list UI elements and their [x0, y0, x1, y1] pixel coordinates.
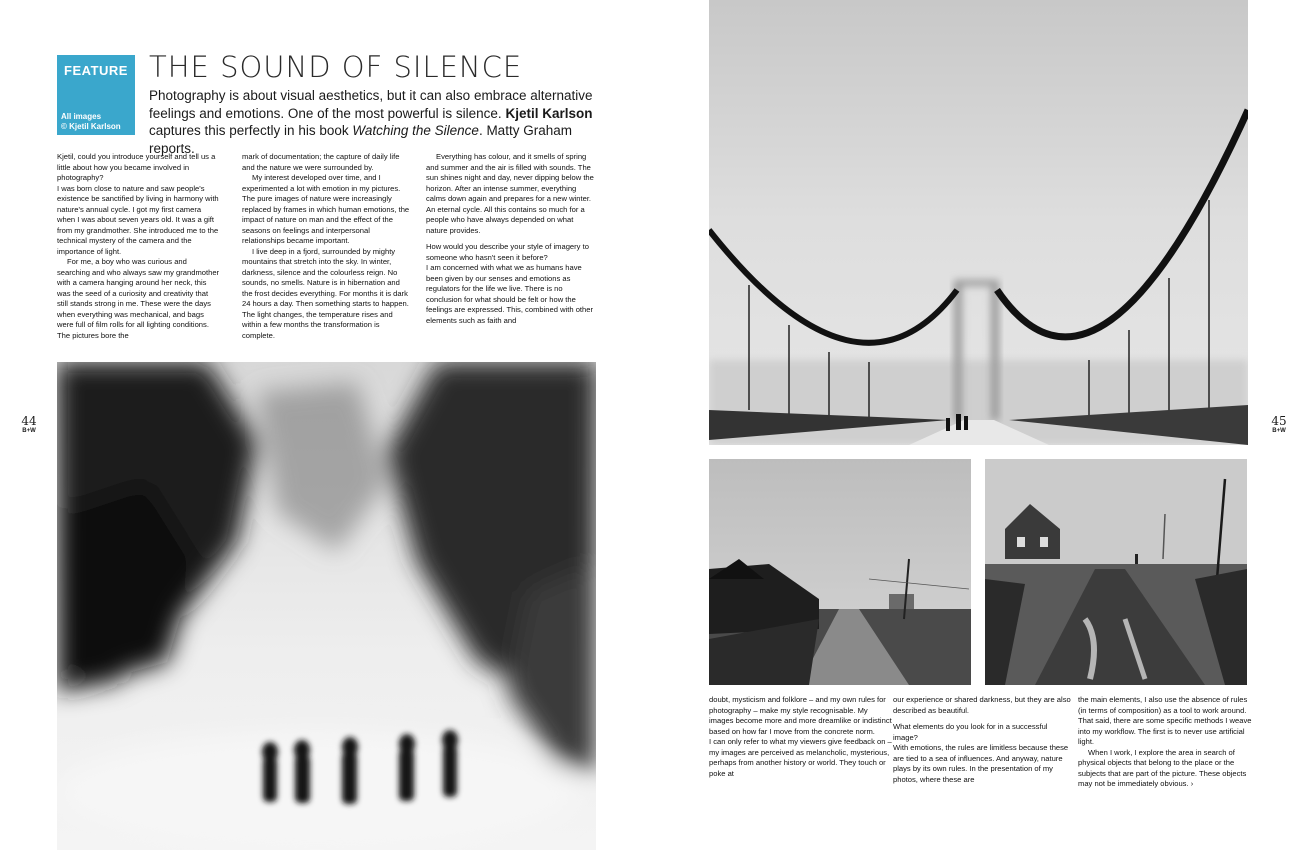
- image-credit: All images © Kjetil Karlson: [61, 112, 121, 131]
- interview-answer: I was born close to nature and saw people's existence be sanctified by living in harmony with nature's annual cycle. I got my first camera when I was about seven years old. It was a gift from my grandmother. She introduced me to the technical mystery of the camera and the importance of light.: [57, 183, 219, 256]
- paragraph: My interest developed over time, and I experimented a lot with emotion in my pictures. The pure images of nature were increasingly replaced by frames in which human emotions, the impact of nature on man and the effect of the seasons on feelings and interpersonal relationships became important.: [242, 173, 410, 245]
- interview-question: What elements do you look for in a successful image?: [893, 722, 1048, 742]
- photo-abandoned-house: [985, 459, 1247, 685]
- text-column-1: [57, 152, 220, 341]
- feature-label: FEATURE: [64, 63, 128, 78]
- paragraph: When I work, I explore the area in search of physical objects that belong to the place or the subjects that are part of the picture. These objects may not be immediately obvious. ›: [1078, 747, 1247, 788]
- interview-answer: I am concerned with what we as humans have been given by our senses and emotions as regulators for the life we live. There is no conclusion for what should be felt or how the feelings are expressed. This, combined with other elements such as faith and: [426, 263, 594, 325]
- text-column-6: [1078, 695, 1253, 790]
- paragraph: For me, a boy who was curious and searching and who always saw my grandmother with a camera hanging around her neck, this was the seed of a curiosity and creativity that still stands strong in me. These were the days when everything was mechanical, and bags were full of film rolls for all lighting conditions. The pictures bore the: [57, 257, 220, 340]
- photo-suspension-bridge: [709, 0, 1248, 445]
- page-number: 45 B+W: [1271, 414, 1287, 434]
- text-column-2: [242, 152, 410, 341]
- photo-figures-in-mist: [57, 362, 596, 850]
- article-title: THE SOUND OF SILENCE: [149, 50, 523, 84]
- paragraph: the main elements, I also use the absence of rules (in terms of composition) as a tool to work around. That said, there are some specific methods I weave into my workflow. The first is to never use artificial light.: [1078, 695, 1252, 746]
- paragraph: I live deep in a fjord, surrounded by mighty mountains that stretch into the sky. In winter, darkness, silence and the colourless reign. No sounds, no smells. Nature is in hibernation and the frost decides everything. For months it is dark 24 hours a day. Then something starts to happen. The light changes, the temperature rises and within a few months the transformation is complete.: [242, 246, 409, 340]
- standfirst: Photography is about visual aesthetics, but it can also embrace alternative feelings and emotions. One of the most powerful is silence. Kjetil Karlson captures this perfectly in his book Watching the Silence. Matty Graham reports.: [149, 88, 593, 156]
- interview-question: How would you describe your style of imagery to someone who hasn't seen it before?: [426, 242, 589, 262]
- paragraph: Everything has colour, and it smells of spring and summer and the air is filled with sounds. The sun shines night and day, never dipping below the horizon. After an intense summer, everything calms down again and prepares for a new winter. An eternal cycle. All this contains so much for a people who have always depended on what nature provides.: [426, 152, 594, 235]
- text-column-4: [709, 695, 893, 779]
- text-column-5: [893, 695, 1071, 785]
- interview-question: Kjetil, could you introduce yourself and tell us a little about how you became involved in photography?: [57, 152, 216, 182]
- text-column-3: [426, 152, 596, 326]
- paragraph: mark of documentation; the capture of daily life and the nature we were surrounded by.: [242, 152, 400, 172]
- paragraph: I can only refer to what my viewers give feedback on – my images are perceived as melancholic, mysterious, perhaps from another history or world. They touch or poke at: [709, 737, 892, 778]
- right-page: [652, 0, 1304, 850]
- paragraph: our experience or shared darkness, but they are also described as beautiful.: [893, 695, 1071, 715]
- feature-badge: [57, 55, 135, 135]
- interview-answer: With emotions, the rules are limitless because these are tied to a sea of influences. And anyway, nature plays by its own rules. In the presentation of my photos, where these are: [893, 743, 1069, 784]
- paragraph: doubt, mysticism and folklore – and my own rules for photography – make my style recognisable. My images become more and more dreamlike or indistinct based on how far I move from the concrete norm.: [709, 695, 892, 736]
- page-number: 44 B+W: [21, 414, 37, 434]
- photo-village-road: [709, 459, 971, 685]
